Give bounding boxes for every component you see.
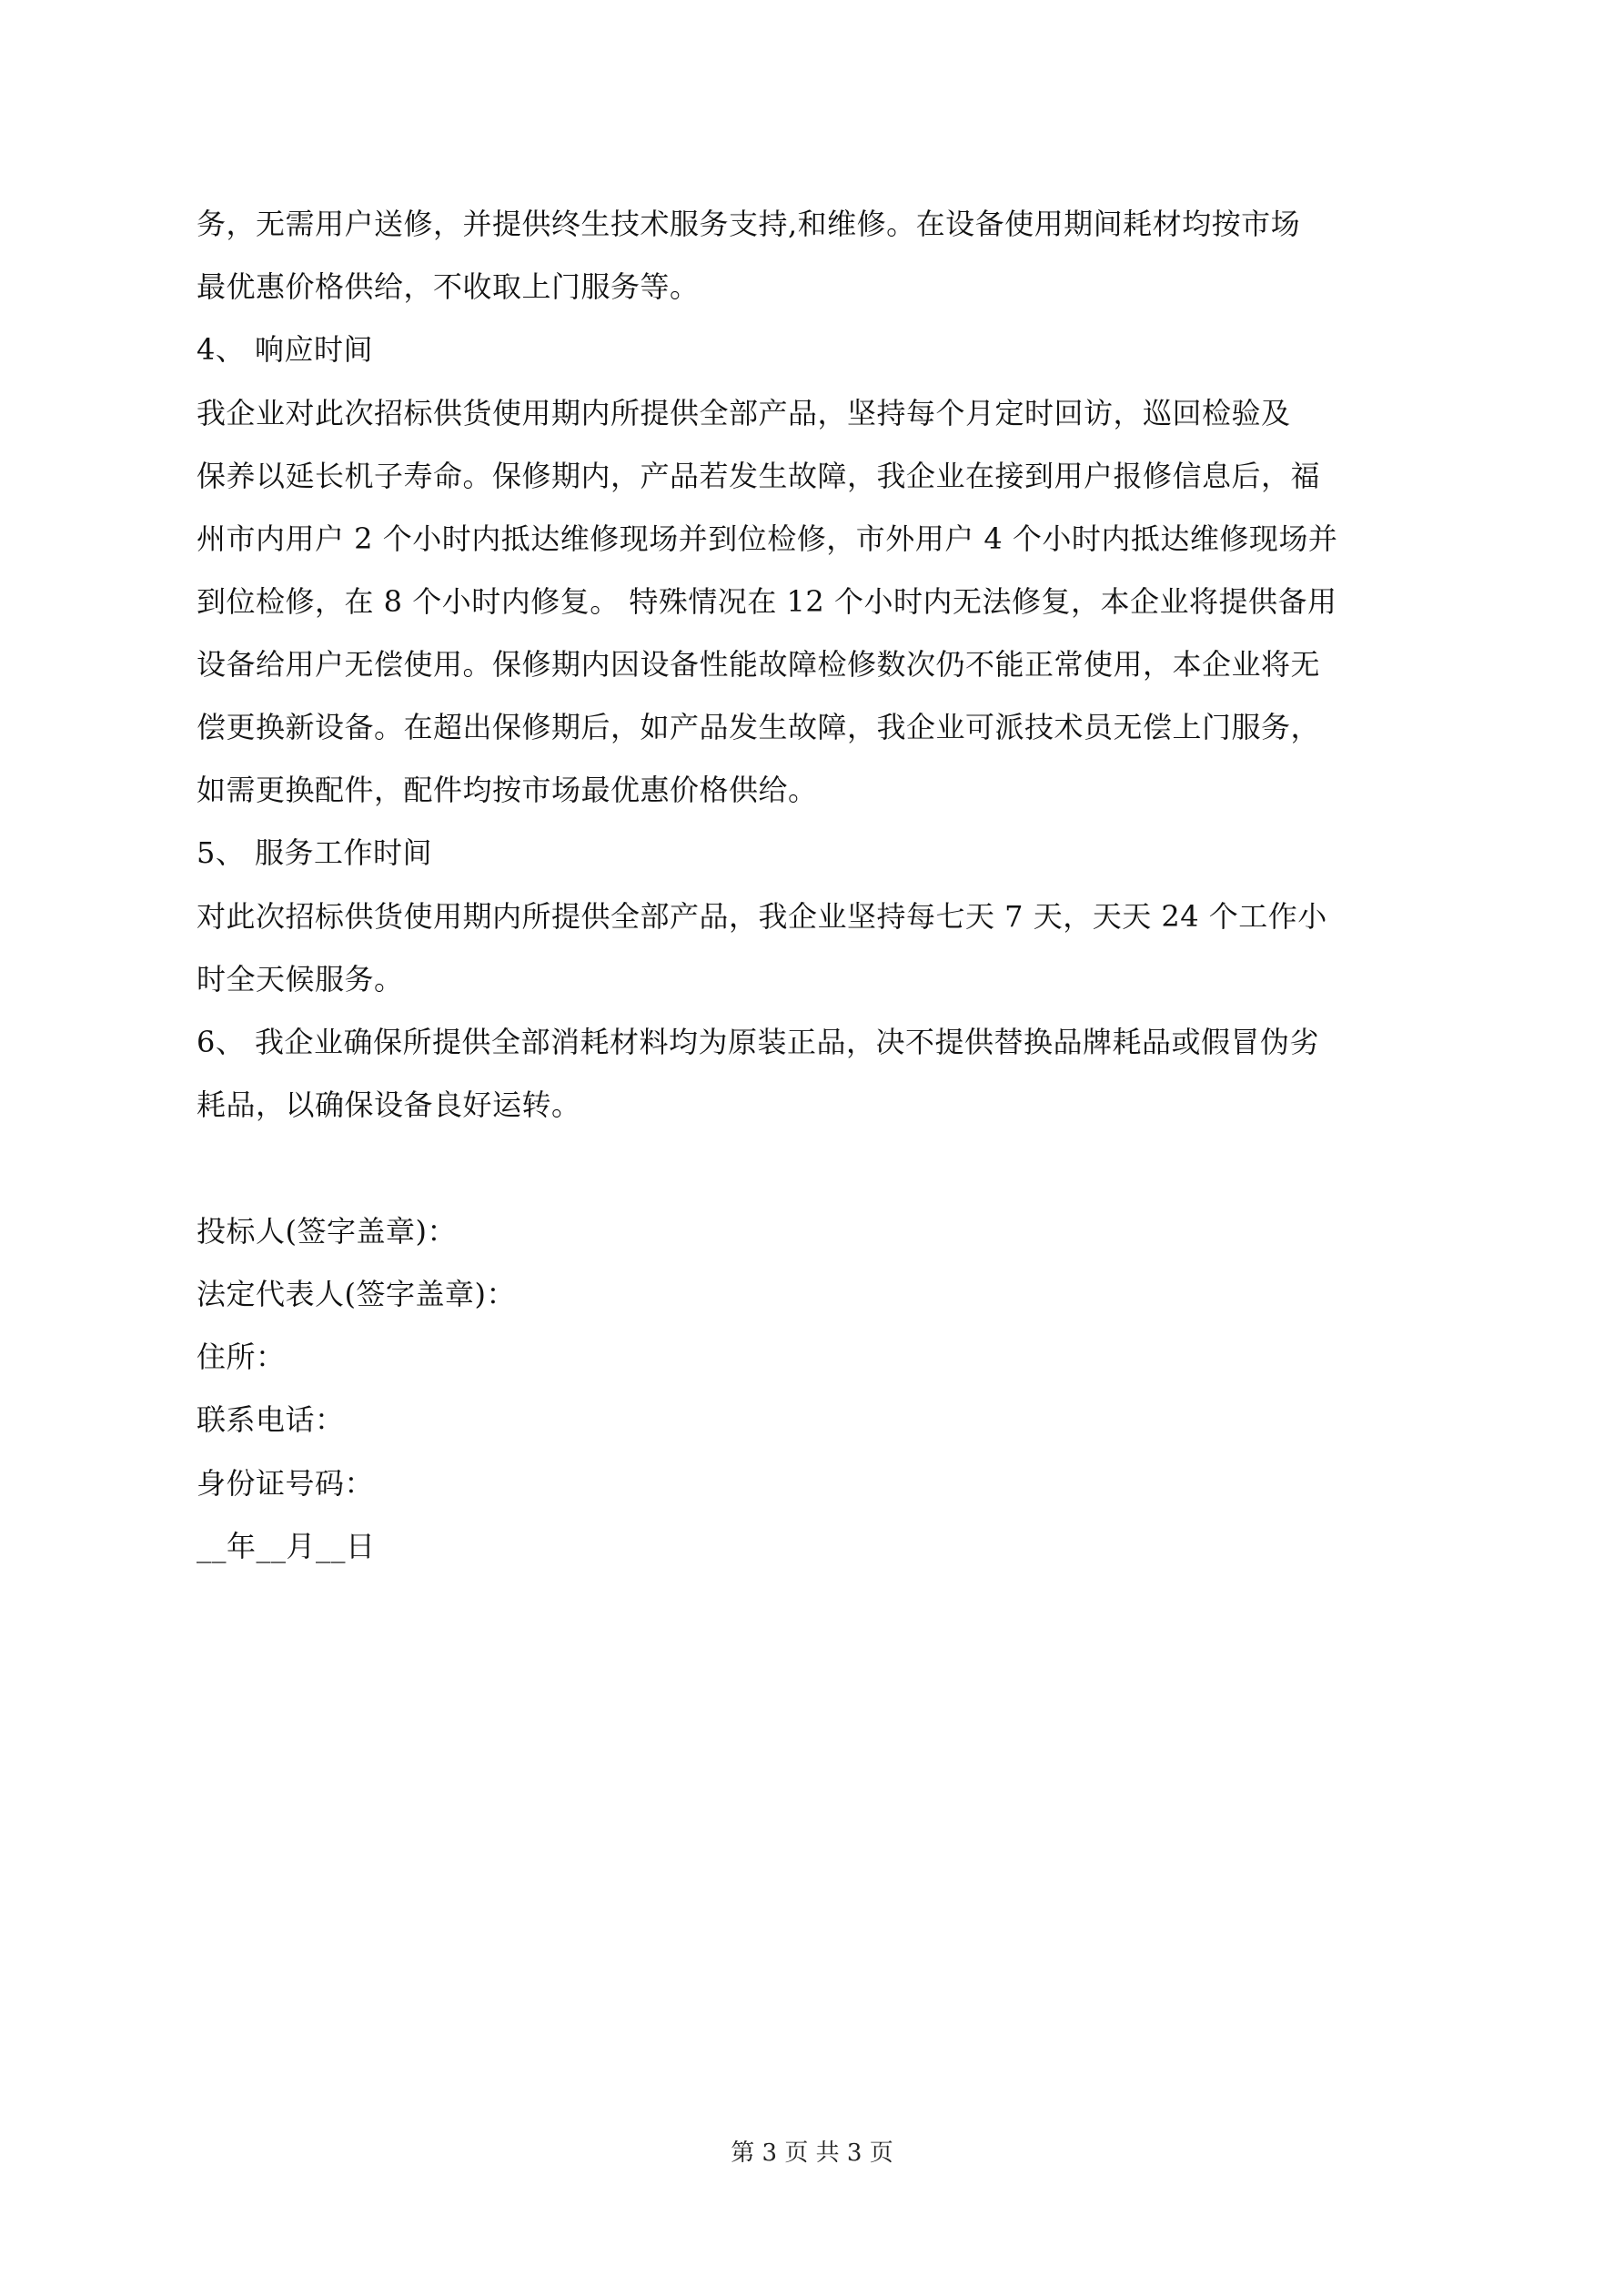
body-line-8: 设备给用户无偿使用。保修期内因设备性能故障检修数次仍不能正常使用，本企业将无 <box>197 647 1321 682</box>
body-line-1: 务，无需用户送修，并提供终生技术服务支持,和维修。在设备使用期间耗材均按市场 <box>197 207 1301 241</box>
body-line-4: 我企业对此次招标供货使用期内所提供全部产品，坚持每个月定时回访，巡回检验及 <box>197 396 1291 430</box>
signature-address: 住所： <box>197 1340 286 1374</box>
signature-date: __年__月__日 <box>197 1529 376 1563</box>
body-line-15: 耗品，以确保设备良好运转。 <box>197 1087 581 1122</box>
body-line-7: 到位检修，在 8 个小时内修复。 特殊情况在 12 个小时内无法修复，本企业将提供备用 <box>197 584 1337 619</box>
section-heading-response-time: 4、 响应时间 <box>197 332 374 367</box>
section-heading-service-hours: 5、 服务工作时间 <box>197 835 433 870</box>
signature-phone: 联系电话： <box>197 1402 345 1437</box>
body-line-10: 如需更换配件，配件均按市场最优惠价格供给。 <box>197 773 818 807</box>
body-line-9: 偿更换新设备。在超出保修期后，如产品发生故障，我企业可派技术员无偿上门服务， <box>197 710 1321 744</box>
page-footer: 第 3 页 共 3 页 <box>731 2139 893 2167</box>
section-item-6: 6、 我企业确保所提供全部消耗材料均为原装正品，决不提供替换品牌耗品或假冒伪劣 <box>197 1025 1320 1059</box>
body-line-2: 最优惠价格供给，不收取上门服务等。 <box>197 269 700 304</box>
signature-id-number: 身份证号码： <box>197 1466 375 1501</box>
body-line-6: 州市内用户 2 个小时内抵达维修现场并到位检修，市外用户 4 个小时内抵达维修现场并 <box>197 521 1338 556</box>
body-line-12: 对此次招标供货使用期内所提供全部产品，我企业坚持每七天 7 天，天天 24 个工作小 <box>197 899 1327 934</box>
signature-legal-representative: 法定代表人(签字盖章)： <box>197 1277 516 1311</box>
signature-bidder: 投标人(签字盖章)： <box>197 1214 457 1249</box>
body-line-5: 保养以延长机子寿命。保修期内，产品若发生故障，我企业在接到用户报修信息后，福 <box>197 459 1321 493</box>
body-line-13: 时全天候服务。 <box>197 962 404 996</box>
